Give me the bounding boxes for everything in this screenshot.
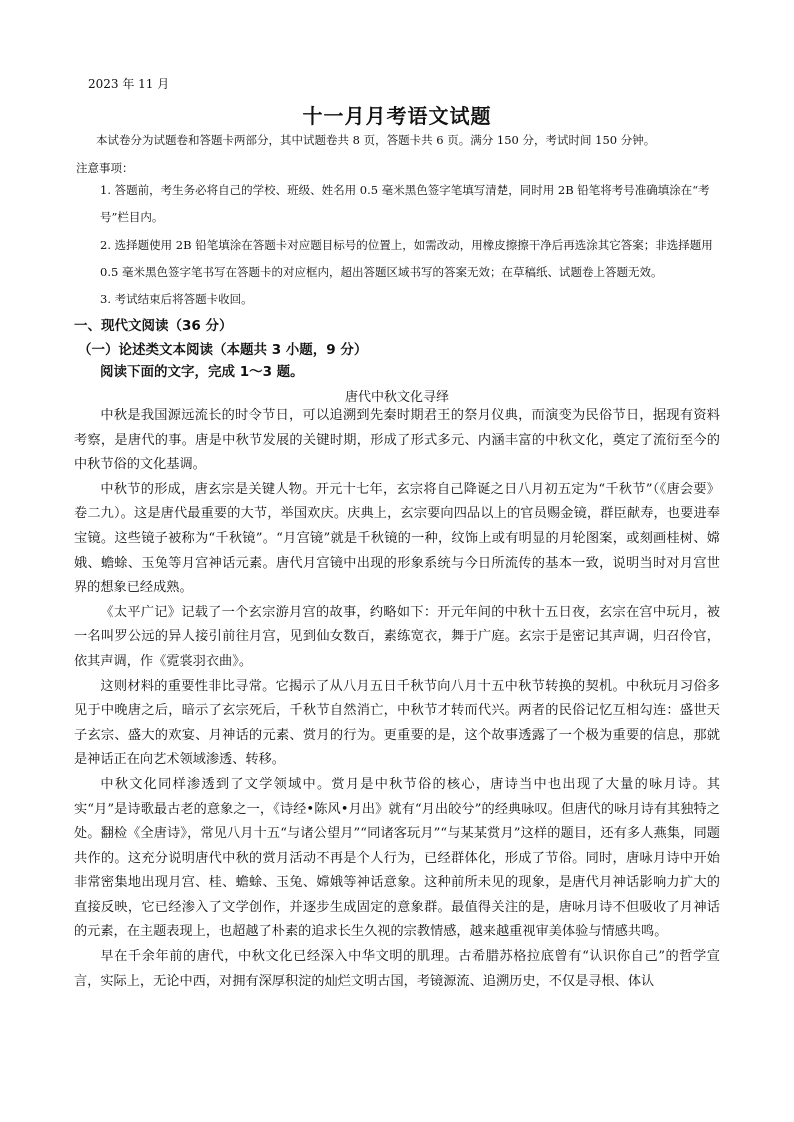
subsection-heading: （一）论述类文本阅读（本题共 3 小题，9 分） <box>78 342 368 358</box>
article-paragraph: 《太平广记》记载了一个玄宗游月宫的故事，约略如下：开元年间的中秋十五日夜，玄宗在宫中玩月，被一名叫罗公远的异人接引前往月宫，见到仙女数百，素练宽衣，舞于广庭。玄宗于是密记其声调，归召伶官，依其声调，作《霓裳羽衣曲》。 <box>74 604 720 669</box>
article-body <box>74 404 720 994</box>
page-title: 十一月月考语文试题 <box>302 104 492 128</box>
article-paragraph: 早在千余年前的唐代，中秋文化已经深入中华文明的肌理。古希腊苏格拉底曾有“认识你自己”的哲学宣言，实际上，无论中西，对拥有深厚积淀的灿烂文明古国，考镜源流、追溯历史，不仅是寻根、体认 <box>74 949 720 989</box>
article-title: 唐代中秋文化寻绎 <box>344 390 449 405</box>
exam-intro: 本试卷分为试题卷和答题卡两部分，其中试题卷共 8 页，答题卡共 6 页。满分 150 分，考试时间 150 分钟。 <box>96 133 656 147</box>
article-paragraph: 这则材料的重要性非比寻常。它揭示了从八月五日千秋节向八月十五中秋节转换的契机。中秋玩月习俗多见于中晚唐之后，暗示了玄宗死后，千秋节自然消亡，中秋节才转而代兴。两者的民俗记忆互相勾连：盛世天子玄宗、盛大的欢宴、月神话的元素、赏月的行为。更重要的是，这个故事透露了一个极为重要的信息，那就是神话正在向艺术领域渗透、转移。 <box>74 678 720 768</box>
section-heading: 一、现代文阅读（36 分） <box>74 318 233 334</box>
notice-item: 2. 选择题使用 2B 铅笔填涂在答题卡对应题目标号的位置上，如需改动，用橡皮擦擦干净后再选涂其它答案；非选择题用 0.5 毫米黑色签字笔书写在答题卡的对应框内，超出答题区域书写的答案无效；在草稿纸、试题卷上答题无效。 <box>100 238 713 279</box>
article-paragraph: 中秋节的形成，唐玄宗是关键人物。开元十七年，玄宗将自己降诞之日八月初五定为“千秋节”（《唐会要》卷二九）。这是唐代最重要的大节，举国欢庆。庆典上，玄宗要向四品以上的官员赐金镜，群臣献寿，也要进奉宝镜。这些镜子被称为“千秋镜”。“月宫镜”就是千秋镜的一种，纹饰上或有明显的月轮图案，或刻画桂树、嫦娥、蟾蜍、玉兔等月宫神话元素。唐代月宫镜中出现的形象系统与今日所流传的基本一致，说明当时对月宫世界的想象已经成熟。 <box>74 481 720 596</box>
reading-instruction: 阅读下面的文字，完成 1～3 题。 <box>100 364 304 380</box>
notice-heading: 注意事项： <box>76 161 134 175</box>
notice-item: 1. 答题前，考生务必将自己的学校、班级、姓名用 0.5 毫米黑色签字笔填写清楚，同时用 2B 铅笔将考号准确填涂在“考号”栏目内。 <box>100 183 710 224</box>
article-paragraph: 中秋文化同样渗透到了文学领域中。赏月是中秋节俗的核心，唐诗当中也出现了大量的咏月诗。其实“月”是诗歌最古老的意象之一，《诗经•陈风•月出》就有“月出皎兮”的经典咏叹。但唐代的咏月诗有其独特之处。翻检《全唐诗》，常见八月十五“与诸公望月”“同诸客玩月”“与某某赏月”这样的题目，还有多人燕集，同题共作的。这充分说明唐代中秋的赏月活动不再是个人行为，已经群体化，形成了节俗。同时，唐咏月诗中开始非常密集地出现月宫、桂、蟾蜍、玉兔、嫦娥等神话意象。这种前所未见的现象，是唐代月神话影响力扩大的直接反映，它已经渗入了文学创作，并逐步生成固定的意象群。最值得关注的是，唐咏月诗不但吸收了月神话的元素，在主题表现上，也超越了朴素的追求长生久视的宗教情感，越来越重视审美体验与情感共鸣。 <box>74 776 720 940</box>
article-paragraph: 中秋是我国源远流长的时令节日，可以追溯到先秦时期君王的祭月仪典，而演变为民俗节日，据现有资料考察，是唐代的事。唐是中秋节发展的关键时期，形成了形式多元、内涵丰富的中秋文化，奠定了流衍至今的中秋节俗的文化基调。 <box>74 408 720 473</box>
notice-item: 3. 考试结束后将答题卡收回。 <box>100 292 253 306</box>
exam-date: 2023 年 11 月 <box>88 77 170 91</box>
